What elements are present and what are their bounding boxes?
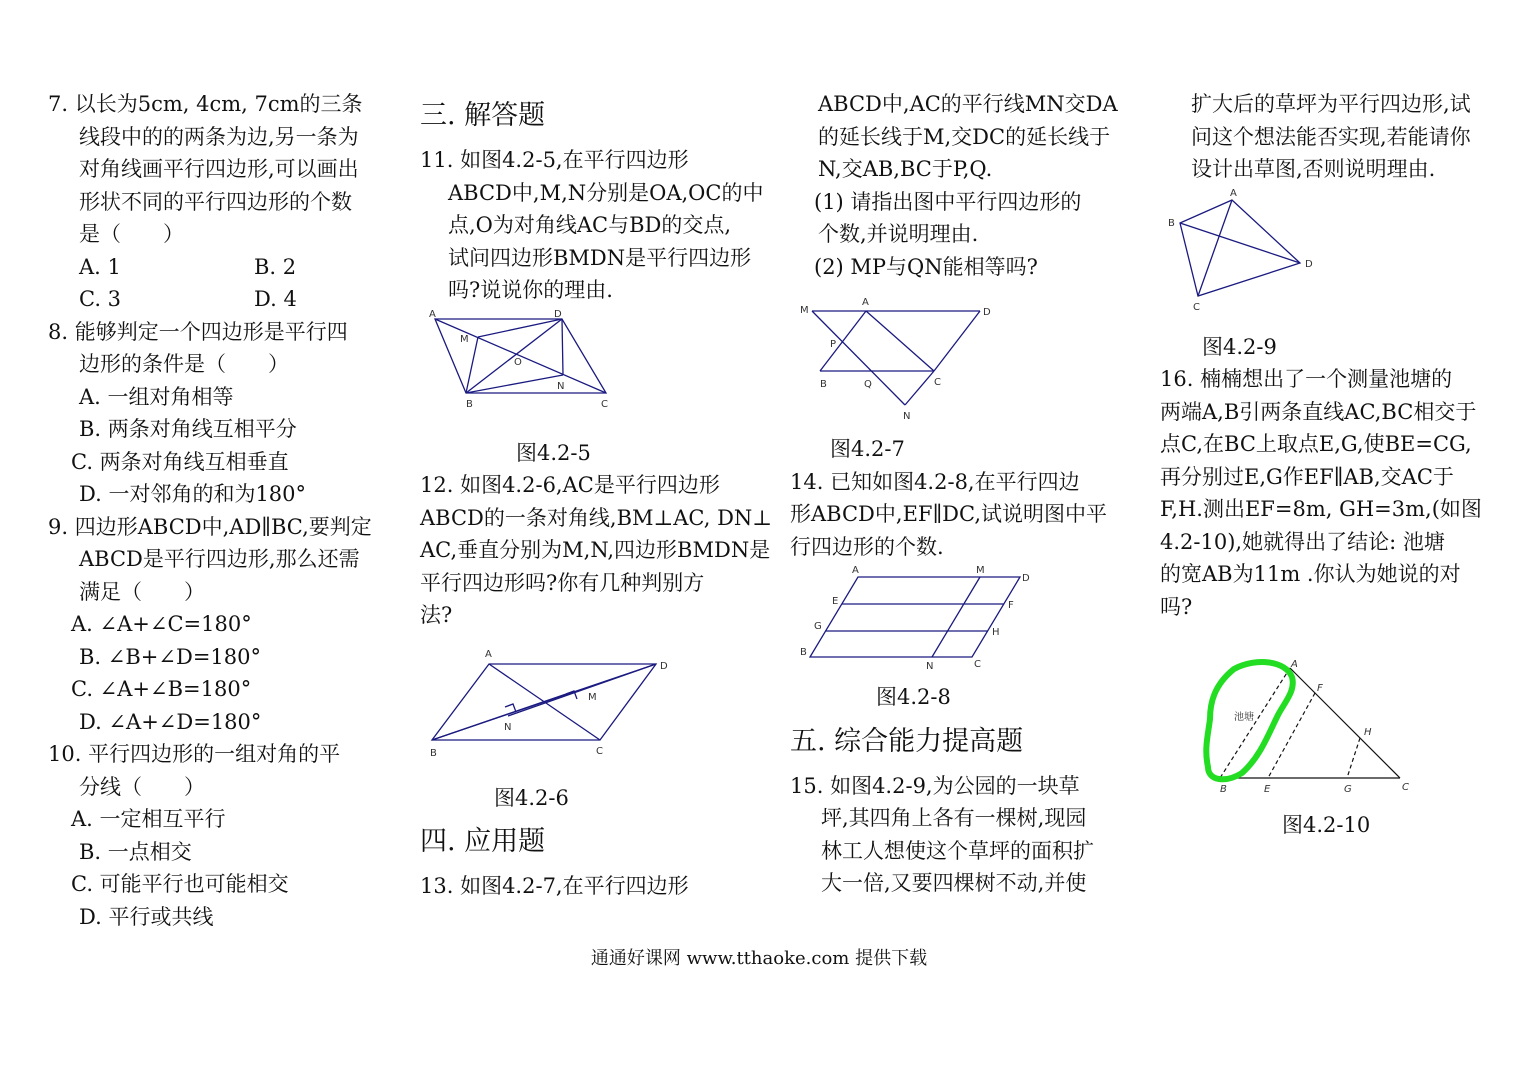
fig428-label-h: H: [992, 627, 1000, 638]
question-7: [48, 88, 388, 316]
q8-option-a: A. 一组对角相等: [79, 384, 234, 409]
question-9: [48, 511, 388, 739]
fig426-label-c: C: [596, 745, 603, 757]
question-15: [790, 770, 1135, 900]
q13-line-3: 的延长线于M,交DC的延长线于: [818, 124, 1111, 149]
fig427-label-d: D: [983, 307, 991, 318]
q12-line-3: AC,垂直分别为M,N,四边形BMDN是: [420, 538, 771, 562]
fig427-label-a: A: [862, 297, 869, 308]
figure-4-2-8: [790, 563, 1135, 681]
fig4210-label-h: H: [1364, 727, 1372, 738]
fig428-label-c: C: [974, 659, 981, 670]
q9-option-c: C. ∠A+∠B=180°: [71, 677, 252, 701]
fig429-label-b: B: [1168, 217, 1175, 229]
fig429-label-a: A: [1230, 187, 1237, 199]
figure-4-2-5: [420, 307, 765, 437]
q13-sub-1: (1) 请指出图中平行四边形的: [814, 189, 1082, 214]
q8-option-d: D. 一对邻角的和为180°: [79, 482, 307, 506]
fig426-label-n: N: [504, 721, 512, 733]
question-15-continued: [1160, 88, 1505, 186]
q7-option-b: B. 2: [254, 254, 297, 279]
fig428-label-n: N: [926, 661, 934, 672]
fig4210-label-g: G: [1344, 784, 1352, 795]
fig427-label-c: C: [934, 377, 941, 388]
q14-line-3: 行四边形的个数.: [790, 534, 944, 559]
fig4210-label-a: A: [1291, 659, 1298, 670]
q10-option-b: B. 一点相交: [79, 839, 192, 864]
question-16: [1160, 363, 1505, 623]
column-3: [790, 88, 1135, 900]
q13-line-4: N,交AB,BC于P,Q.: [818, 157, 993, 181]
q10-option-a: A. 一定相互平行: [71, 807, 226, 831]
section-5-heading: 五. 综合能力提高题: [790, 725, 1024, 757]
fig429-label-d: D: [1305, 258, 1313, 270]
fig428-label-a: A: [852, 565, 859, 576]
q7-line-5: 是（ ）: [79, 222, 184, 246]
fig428-label-d: D: [1022, 573, 1030, 584]
q12-line-4: 平行四边形吗?你有几种判别方: [420, 570, 705, 595]
q7-option-a: A. 1: [79, 254, 121, 279]
fig426-label-b: B: [430, 747, 437, 759]
figure-4-2-6: [420, 632, 765, 782]
fig429-label-c: C: [1193, 301, 1200, 313]
fig425-label-n: N: [557, 380, 565, 392]
q12-line-1: 12. 如图4.2-6,AC是平行四边形: [420, 473, 720, 497]
section-4-heading: 四. 应用题: [420, 826, 546, 857]
fig428-label-b: B: [800, 647, 807, 658]
q16-line-8: 吗?: [1160, 594, 1193, 619]
fig425-label-d: D: [554, 308, 562, 320]
column-2: [420, 88, 773, 903]
fig428-label-m: M: [976, 565, 985, 576]
q7-line-1: 7. 以长为5cm, 4cm, 7cm的三条: [48, 92, 363, 116]
fig427-caption: 图4.2-7: [830, 437, 905, 461]
fig429-caption: 图4.2-9: [1202, 334, 1277, 359]
fig427-label-n: N: [903, 411, 911, 422]
fig4210-label-e: E: [1264, 784, 1271, 795]
section-3-heading: 三. 解答题: [420, 100, 546, 131]
fig425-label-a: A: [429, 308, 436, 320]
q13-sub-2: (2) MP与QN能相等吗?: [814, 254, 1038, 279]
question-11: [420, 144, 765, 307]
fig427-label-b: B: [820, 379, 827, 390]
fig425-caption: 图4.2-5: [516, 440, 591, 465]
q8-option-c: C. 两条对角线互相垂直: [71, 449, 289, 474]
q7-line-4: 形状不同的平行四边形的个数: [79, 189, 352, 214]
fig426-caption: 图4.2-6: [494, 785, 569, 810]
fig428-caption: 图4.2-8: [876, 685, 951, 709]
fig4210-caption: 图4.2-10: [1282, 813, 1371, 837]
q9-line-1: 9. 四边形ABCD中,AD∥BC,要判定: [48, 514, 372, 539]
fig427-label-m: M: [800, 305, 809, 316]
figure-4-2-9: [1160, 186, 1505, 331]
q11-line-5: 吗?说说你的理由.: [448, 278, 613, 302]
question-14: [790, 466, 1135, 564]
q14-line-2: 形ABCD中,EF∥DC,试说明图中平: [790, 502, 1107, 526]
q15-line-7: 设计出草图,否则说明理由.: [1191, 157, 1436, 181]
q14-line-1: 14. 已知如图4.2-8,在平行四边: [790, 469, 1080, 494]
q13-sub-1-cont: 个数,并说明理由.: [818, 222, 979, 246]
q9-line-2: ABCD是平行四边形,那么还需: [79, 547, 360, 571]
fig426-label-a: A: [485, 648, 492, 660]
q15-line-1: 15. 如图4.2-9,为公园的一块草: [790, 773, 1080, 798]
fig425-label-o: O: [514, 356, 522, 368]
fig426-label-m: M: [588, 691, 597, 703]
q10-option-d: D. 平行或共线: [79, 904, 214, 929]
q8-line-1: 8. 能够判定一个四边形是平行四: [48, 319, 348, 344]
q15-line-6: 问这个想法能否实现,若能请你: [1191, 124, 1471, 149]
q15-line-5: 扩大后的草坪为平行四边形,试: [1191, 92, 1471, 116]
q10-line-2: 分线（ ）: [79, 774, 205, 799]
q10-option-c: C. 可能平行也可能相交: [71, 872, 289, 896]
q16-line-7: 的宽AB为11m .你认为她说的对: [1160, 562, 1461, 586]
q12-line-5: 法?: [420, 603, 453, 627]
q12-line-2: ABCD的一条对角线,BM⊥AC, DN⊥: [420, 505, 773, 530]
fig4210-label-f: F: [1317, 683, 1323, 694]
page-footer: 通通好课网 www.tthaoke.com 提供下载: [590, 948, 928, 969]
column-4: [1160, 88, 1505, 842]
q8-line-2: 边形的条件是（ ）: [79, 352, 289, 376]
q7-line-3: 对角线画平行四边形,可以画出: [79, 157, 359, 181]
q10-line-1: 10. 平行四边形的一组对角的平: [48, 742, 341, 766]
q7-options-row-2: [48, 283, 388, 316]
q15-line-2: 坪,其四角上各有一棵树,现园: [821, 806, 1087, 830]
fig428-label-g: G: [814, 621, 822, 632]
q8-option-b: B. 两条对角线互相平分: [79, 417, 297, 441]
fig4210-label-c: C: [1402, 782, 1409, 793]
q15-line-4: 大一倍,又要四棵树不动,并使: [821, 871, 1087, 895]
q16-line-3: 点C,在BC上取点E,G,使BE=CG,: [1160, 432, 1472, 456]
q11-line-3: 点,O为对角线AC与BD的交点,: [448, 213, 732, 237]
q9-option-b: B. ∠B+∠D=180°: [79, 644, 262, 669]
figure-4-2-7: [790, 283, 1135, 433]
q11-line-1: 11. 如图4.2-5,在平行四边形: [420, 148, 689, 172]
q16-line-5: F,H.测出EF=8m, GH=3m,(如图: [1160, 497, 1482, 521]
fig425-label-b: B: [466, 398, 473, 410]
q7-options-row-1: [48, 251, 388, 284]
q13-line-1: 13. 如图4.2-7,在平行四边形: [420, 874, 689, 898]
q9-option-d: D. ∠A+∠D=180°: [79, 709, 262, 734]
q9-option-a: A. ∠A+∠C=180°: [71, 612, 252, 636]
q11-line-4: 试问四边形BMDN是平行四边形: [448, 245, 752, 270]
question-13-continued: [790, 88, 1135, 283]
fig427-label-q: Q: [864, 379, 872, 390]
q16-line-6: 4.2-10),她就得出了结论: 池塘: [1160, 529, 1445, 554]
question-10: [48, 738, 388, 933]
fig428-label-f: F: [1008, 600, 1014, 611]
q7-option-d: D. 4: [254, 287, 297, 311]
q11-line-2: ABCD中,M,N分别是OA,OC的中: [448, 180, 764, 205]
fig425-label-m: M: [460, 333, 469, 345]
fig426-label-d: D: [660, 660, 668, 672]
fig428-label-e: E: [832, 596, 839, 607]
q16-line-1: 16. 楠楠想出了一个测量池塘的: [1160, 367, 1453, 391]
q9-line-3: 满足（ ）: [79, 579, 205, 604]
q16-line-4: 再分别过E,G作EF∥AB,交AC于: [1160, 464, 1454, 489]
pond-label: 池塘: [1234, 712, 1254, 723]
fig425-label-c: C: [601, 398, 608, 410]
question-12: [420, 469, 773, 632]
q16-line-2: 两端A,B引两条直线AC,BC相交于: [1160, 399, 1477, 424]
column-1: [48, 88, 388, 933]
q15-line-3: 林工人想使这个草坪的面积扩: [821, 838, 1094, 863]
q7-line-2: 线段中的的两条为边,另一条为: [79, 124, 359, 149]
fig4210-label-b: B: [1220, 784, 1227, 795]
fig427-label-p: P: [830, 339, 837, 350]
q7-option-c: C. 3: [79, 287, 122, 311]
question-8: [48, 316, 388, 511]
q13-line-2: ABCD中,AC的平行线MN交DA: [818, 92, 1118, 116]
figure-4-2-10: [1160, 623, 1505, 803]
